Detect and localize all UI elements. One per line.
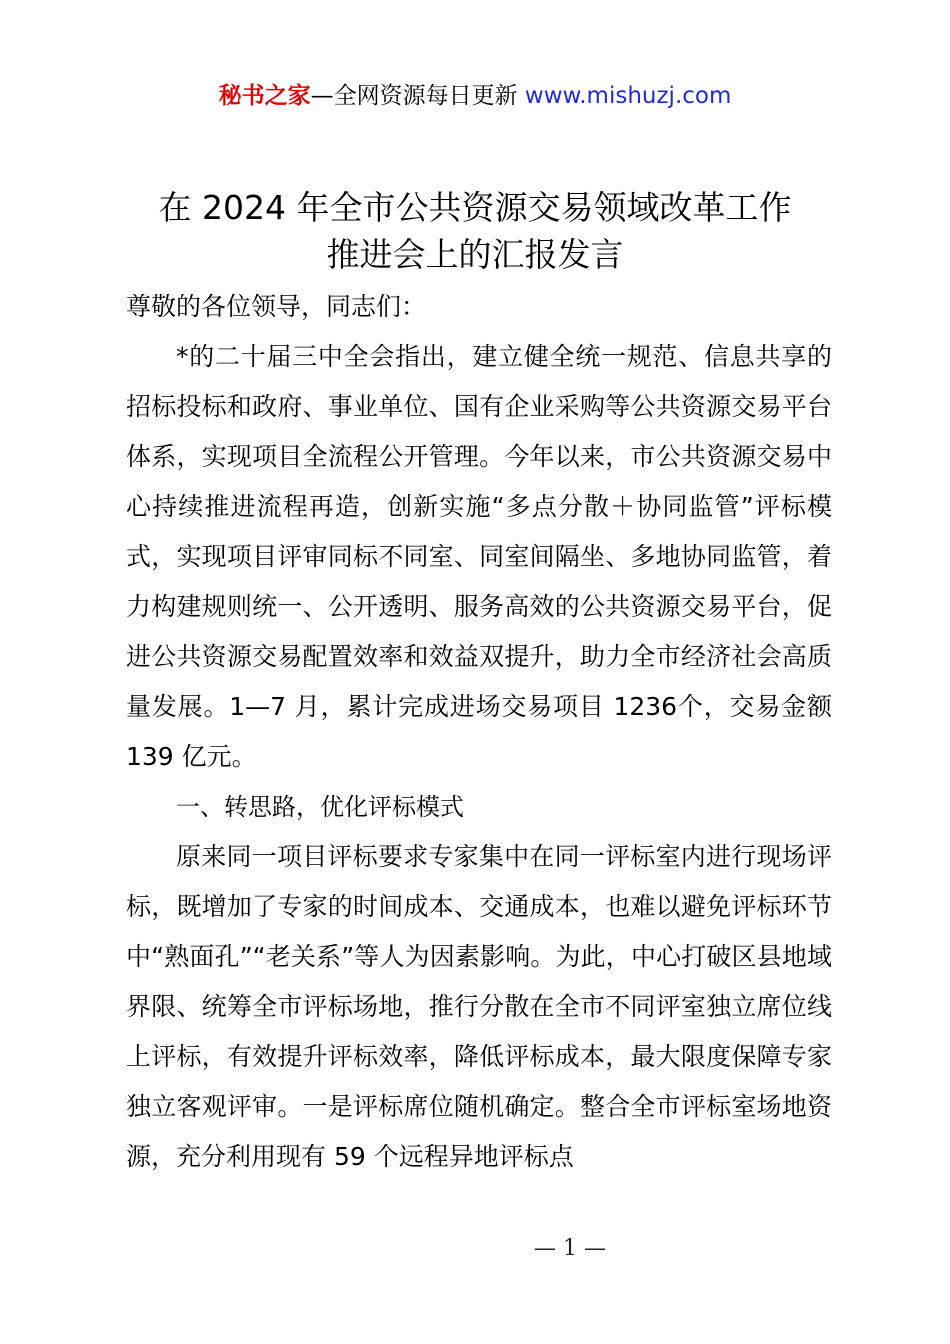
header-tagline: —全网资源每日更新 (310, 83, 525, 109)
document-body (126, 282, 832, 1182)
page-footer (0, 1234, 950, 1264)
site-url-link[interactable]: www.mishuzj.com (524, 83, 732, 109)
site-header (0, 80, 950, 112)
paragraph-intro: *的二十届三中全会指出，建立健全统一规范、信息共享的招标投标和政府、事业单位、国有企业采购等公共资源交易平台体系，实现项目全流程公开管理。今年以来，市公共资源交易中心持续推进流程再造，创新实施“多点分散＋协同监管”评标模式，实现项目评审同标不同室、同室间隔坐、多地协同监管，着力构建规则统一、公开透明、服务高效的公共资源交易平台，促进公共资源交易配置效率和效益双提升，助力全市经济社会高质量发展。1—7 月，累计完成进场交易项目 1236个，交易金额 139 亿元。 (126, 342, 832, 771)
title-line-2: 推进会上的汇报发言 (326, 235, 624, 274)
brand-name: 秘书之家 (218, 83, 311, 109)
salutation: 尊敬的各位领导，同志们： (126, 292, 427, 321)
paragraph-section-1: 原来同一项目评标要求专家集中在同一评标室内进行现场评标，既增加了专家的时间成本、交通成本，也难以避免评标环节中“熟面孔”“老关系”等人为因素影响。为此，中心打破区县地域界限、统筹全市评标场地，推行分散在全市不同评室独立席位线上评标，有效提升评标效率，降低评标成本，最大限度保障专家独立客观评审。一是评标席位随机确定。整合全市评标室场地资源，充分利用现有 59 个远程异地评标点 (126, 842, 832, 1171)
title-line-1: 在 2024 年全市公共资源交易领域改革工作 (158, 188, 792, 227)
document-title (0, 184, 950, 278)
section-heading: 一、转思路，优化评标模式 (176, 793, 464, 821)
page-number: — 1 — (534, 1236, 606, 1261)
